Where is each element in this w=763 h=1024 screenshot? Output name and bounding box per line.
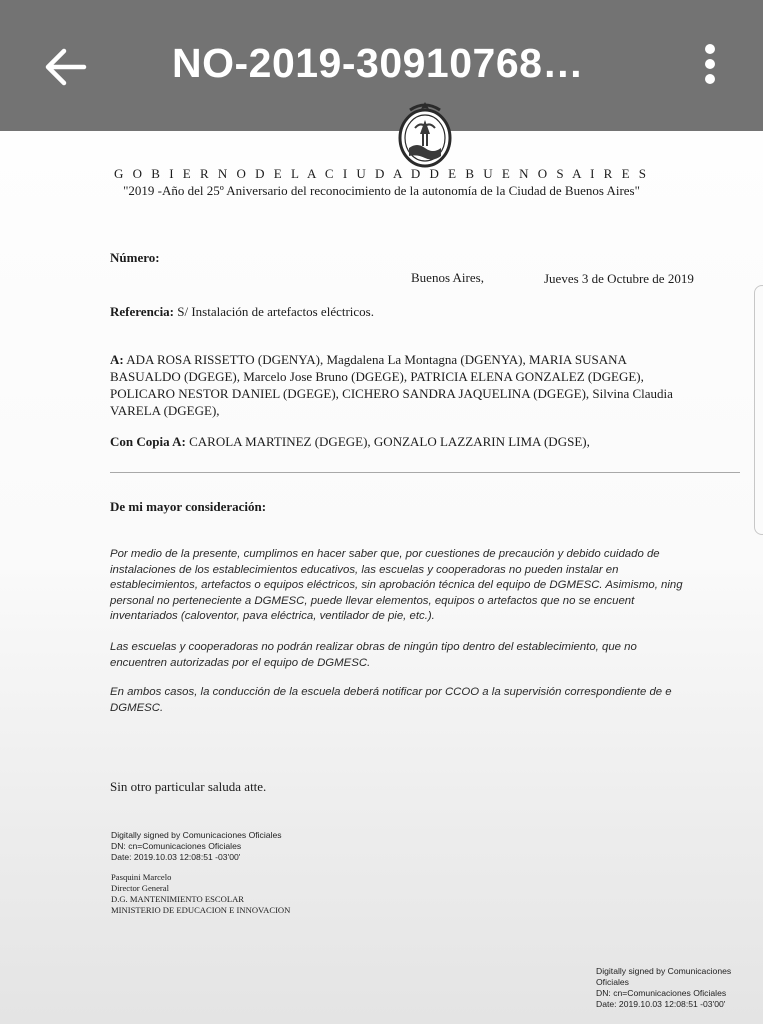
divider <box>110 472 740 473</box>
cc-value: CAROLA MARTINEZ (DGEGE), GONZALO LAZZARIN LIMA (DGSE), <box>189 434 590 449</box>
digital-signature-line: Digitally signed by Comunicaciones Oficiales <box>111 830 282 840</box>
footer-signature-line: Date: 2019.10.03 12:08:51 -03'00' <box>596 999 726 1009</box>
signer-name: Pasquini Marcelo <box>111 872 172 882</box>
back-button[interactable] <box>44 47 88 87</box>
document-title: NO-2019-30910768… <box>172 40 584 86</box>
referencia-value: S/ Instalación de artefactos eléctricos. <box>177 304 374 319</box>
body-line: encuentren autorizadas por el equipo de DGMESC. <box>110 656 371 669</box>
digital-signature-line: Date: 2019.10.03 12:08:51 -03'00' <box>111 852 241 862</box>
body-line: personal no perteneciente a DGMESC, puede llevar elementos, equipos o artefactos que no se encuent <box>110 594 635 607</box>
signer-block <box>111 872 290 916</box>
place-label: Buenos Aires, <box>411 270 484 285</box>
cc-label: Con Copia A: <box>110 434 186 449</box>
greeting: De mi mayor consideración: <box>110 499 267 514</box>
body-line: DGMESC. <box>110 701 164 714</box>
signer-title: Director General <box>111 883 169 893</box>
scroll-handle[interactable] <box>754 285 763 535</box>
to-line: BASUALDO (DGEGE), Marcelo Jose Bruno (DGEGE), PATRICIA ELENA GONZALEZ (DGEGE), <box>110 369 644 384</box>
to-line: POLICARO NESTOR DANIEL (DGEGE), CICHERO SANDRA JAQUELINA (DGEGE), Silvina Claudia <box>110 386 673 401</box>
cc-row <box>110 434 590 450</box>
to-line: VARELA (DGEGE), <box>110 403 220 418</box>
closing-line: Sin otro particular saluda atte. <box>110 779 267 794</box>
app-bar <box>0 0 763 131</box>
arrow-left-icon <box>44 47 88 87</box>
buenos-aires-seal-icon <box>396 100 454 168</box>
more-vertical-icon <box>698 44 722 84</box>
body-line: establecimientos, artefactos o equipos eléctricos, sin aprobación técnica del equipo de DGMESC. Asimismo, ning <box>110 579 683 592</box>
digital-signature <box>111 830 282 863</box>
body-line: instalaciones de los establecimientos educativos, las escuelas y cooperadoras no pueden instalar en <box>110 563 619 576</box>
body-line: Las escuelas y cooperadoras no podrán realizar obras de ningún tipo dentro del establecimiento, que no <box>110 641 637 653</box>
body-paragraph-3 <box>110 685 672 716</box>
footer-digital-signature <box>596 966 731 1010</box>
to-line: ADA ROSA RISSETTO (DGENYA), Magdalena La Montagna (DGENYA), MARIA SUSANA <box>126 352 627 367</box>
footer-signature-line: Oficiales <box>596 977 629 987</box>
referencia-row <box>110 304 374 320</box>
signer-department: D.G. MANTENIMIENTO ESCOLAR <box>111 894 245 904</box>
body-line: inventariados (caloventor, pava eléctrica, ventilador de pie, etc.). <box>110 610 435 623</box>
year-motto: "2019 -Año del 25º Aniversario del reconocimiento de la autonomía de la Ciudad de Buenos Aires" <box>123 183 640 198</box>
body-paragraph-2 <box>110 640 637 671</box>
digital-signature-line: DN: cn=Comunicaciones Oficiales <box>111 841 242 851</box>
footer-signature-line: DN: cn=Comunicaciones Oficiales <box>596 988 727 998</box>
referencia-label: Referencia: <box>110 304 175 319</box>
numero-label: Número: <box>110 250 160 265</box>
body-line: Por medio de la presente, cumplimos en hacer saber que, por cuestiones de precaución y debido cuidado de <box>110 548 660 560</box>
government-heading: G O B I E R N O D E L A C I U D A D D E B U E N O S A I R E S <box>114 166 649 181</box>
footer-signature-line: Digitally signed by Comunicaciones <box>596 966 732 976</box>
signer-ministry: MINISTERIO DE EDUCACION E INNOVACION <box>111 905 291 915</box>
to-label: A: <box>110 352 124 367</box>
overflow-menu-button[interactable] <box>698 42 722 88</box>
body-line: En ambos casos, la conducción de la escuela deberá notificar por CCOO a la supervisión correspondiente de e <box>110 686 672 698</box>
recipients-block <box>110 351 750 419</box>
body-paragraph-1 <box>110 547 683 625</box>
document-date: Jueves 3 de Octubre de 2019 <box>544 271 694 286</box>
